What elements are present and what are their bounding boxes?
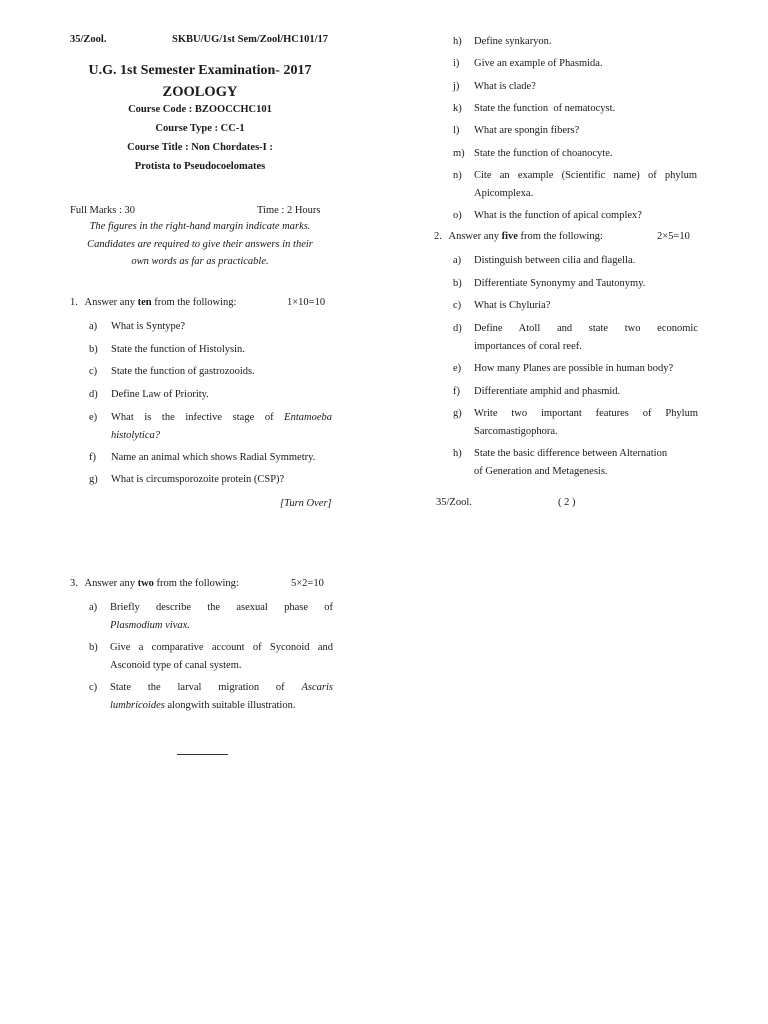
- q2-number: 2.: [434, 231, 442, 242]
- course-subtitle: Protista to Pseudocoelomates: [134, 161, 266, 172]
- q2-item-g-text: Write two important features of Phylum: [474, 408, 698, 419]
- q2-item-c-text: What is Chyluria?: [474, 300, 551, 311]
- q1-item-c-label: c): [89, 366, 98, 377]
- turn-over: [Turn Over]: [280, 498, 332, 509]
- q1-item-l-label: l): [453, 125, 460, 136]
- q2-header: [434, 231, 603, 242]
- q1-item-e-label: e): [89, 412, 98, 423]
- page2-footer-code: 35/Zool.: [436, 497, 472, 508]
- q2-item-e-text: How many Planes are possible in human body?: [474, 363, 674, 374]
- q1-item-i-label: i): [453, 58, 460, 69]
- q1-item-n-text: Cite an example (Scientific name) of phylum: [474, 170, 697, 181]
- q1-item-f-label: f): [89, 452, 96, 463]
- q1-item-a-label: a): [89, 321, 98, 332]
- q1-item-d-label: d): [89, 389, 98, 400]
- q2-pre: Answer any: [448, 231, 502, 242]
- q1-post: from the following:: [151, 297, 237, 308]
- q2-item-c-label: c): [453, 300, 462, 311]
- q1-item-h-text: Define synkaryon.: [474, 36, 552, 47]
- q2-item-d-line2: importances of coral reef.: [474, 341, 582, 352]
- q1-item-o-text: What is the function of apical complex?: [474, 210, 642, 221]
- q2-item-b-label: b): [453, 278, 462, 289]
- q3-item-a: [89, 599, 339, 635]
- q1-count: ten: [137, 297, 152, 308]
- q1-item-d-text: Define Law of Priority.: [111, 389, 209, 400]
- q2-item-e-label: e): [453, 363, 462, 374]
- q1-pre: Answer any: [84, 297, 138, 308]
- q1-marks: 1×10=10: [287, 297, 326, 308]
- q1-item-a-text: What is Syntype?: [111, 321, 186, 332]
- q1-item-j-label: j): [453, 81, 460, 92]
- q3-pre: Answer any: [84, 578, 138, 589]
- q2-item-d-label: d): [453, 323, 462, 334]
- q3-item-a-text: Briefly describe the asexual phase of: [110, 602, 333, 613]
- exam-title: U.G. 1st Semester Examination- 2017: [88, 63, 312, 78]
- q2-item-h-text: State the basic difference between Alternation: [474, 448, 668, 459]
- q3-item-c-italic1: Ascaris: [301, 682, 334, 693]
- q2-item-d: [453, 320, 703, 356]
- q3-item-c-label: c): [89, 682, 98, 693]
- q3-item-c-line1: [110, 679, 333, 697]
- q2-item-h: [453, 445, 703, 481]
- q3-item-c-text: State the larval migration of: [110, 682, 285, 693]
- q3-post: from the following:: [153, 578, 239, 589]
- q2-item-f-text: Differentiate amphid and phasmid.: [474, 386, 621, 397]
- q1-item-g-label: g): [89, 474, 98, 485]
- q3-count: two: [137, 578, 154, 589]
- q1-item-n-line2: Apicomplexa.: [474, 188, 534, 199]
- exam-time: Time : 2 Hours: [257, 205, 321, 216]
- q1-item-g-text: What is circumsporozoite protein (CSP)?: [111, 474, 285, 485]
- q3-item-b-line2: Asconoid type of canal system.: [110, 660, 242, 671]
- q1-item-b-label: b): [89, 344, 98, 355]
- q1-item-k-label: k): [453, 103, 462, 114]
- instruction-line-3: own words as far as practicable.: [131, 256, 269, 267]
- q1-item-f-text: Name an animal which shows Radial Symmetry.: [111, 452, 316, 463]
- q3-item-c-rest: alongwith suitable illustration.: [164, 700, 296, 711]
- q3-item-c-italic2: lumbricoides: [110, 700, 165, 711]
- q1-item-k-text: State the function of nematocyst.: [474, 103, 616, 114]
- q1-item-e-line1: [111, 409, 332, 427]
- q3-number: 3.: [70, 578, 78, 589]
- q2-count: five: [501, 231, 518, 242]
- q2-item-g-label: g): [453, 408, 462, 419]
- q3-marks: 5×2=10: [291, 578, 324, 589]
- q1-item-n: [453, 167, 703, 203]
- q2-item-h-line2: of Generation and Metagenesis.: [474, 466, 608, 477]
- page2-number: ( 2 ): [558, 497, 576, 508]
- subject-title: ZOOLOGY: [162, 84, 238, 100]
- q1-item-h-label: h): [453, 36, 462, 47]
- q1-item-c-text: State the function of gastrozooids.: [111, 366, 255, 377]
- q3-item-a-italic: Plasmodium vivax.: [110, 620, 190, 631]
- q1-item-b-text: State the function of Histolysin.: [111, 344, 245, 355]
- q1-item-m-text: State the function of choanocyte.: [474, 148, 613, 159]
- q1-header: [70, 297, 236, 308]
- q3-item-c: [89, 679, 339, 715]
- q1-item-n-label: n): [453, 170, 462, 181]
- instruction-line-2: Candidates are required to give their answers in their: [87, 239, 313, 250]
- course-type: Course Type : CC-1: [155, 123, 245, 134]
- q1-item-i-text: Give an example of Phasmida.: [474, 58, 603, 69]
- instruction-line-1: The figures in the right-hand margin indicate marks.: [89, 221, 311, 232]
- q3-item-b-label: b): [89, 642, 98, 653]
- q2-item-h-label: h): [453, 448, 462, 459]
- course-code: Course Code : BZOOCCHC101: [128, 104, 272, 115]
- q2-marks: 2×5=10: [657, 231, 690, 242]
- q2-item-d-text: Define Atoll and state two economic: [474, 323, 698, 334]
- q1-item-l-text: What are spongin fibers?: [474, 125, 580, 136]
- q3-header: [70, 578, 239, 589]
- q2-item-a-text: Distinguish between cilia and flagella.: [474, 255, 636, 266]
- q3-item-b: [89, 639, 339, 675]
- q3-item-b-text: Give a comparative account of Syconoid and: [110, 642, 333, 653]
- end-rule: [177, 754, 228, 755]
- q3-item-a-label: a): [89, 602, 98, 613]
- q2-item-a-label: a): [453, 255, 462, 266]
- q1-item-e-line2: histolytica?: [111, 430, 160, 441]
- page1-paper-code: SKBU/UG/1st Sem/Zool/HC101/17: [172, 34, 329, 45]
- page1-left-code: 35/Zool.: [70, 34, 107, 45]
- full-marks: Full Marks : 30: [70, 205, 136, 216]
- q2-item-f-label: f): [453, 386, 460, 397]
- q1-item-o-label: o): [453, 210, 462, 221]
- q2-item-b-text: Differentiate Synonymy and Tautonymy.: [474, 278, 646, 289]
- q3-item-c-line2: [110, 697, 295, 715]
- q2-post: from the following:: [517, 231, 603, 242]
- q1-item-m-label: m): [453, 148, 465, 159]
- q1-number: 1.: [70, 297, 78, 308]
- q2-item-g-line2: Sarcomastigophora.: [474, 426, 558, 437]
- q1-item-e: [89, 409, 334, 445]
- course-title: Course Title : Non Chordates-I :: [127, 142, 273, 153]
- q1-item-j-text: What is clade?: [474, 81, 536, 92]
- q1-item-e-text: What is the infective stage of: [111, 412, 274, 423]
- q2-item-g: [453, 405, 703, 441]
- q1-item-e-italic: Entamoeba: [284, 412, 332, 423]
